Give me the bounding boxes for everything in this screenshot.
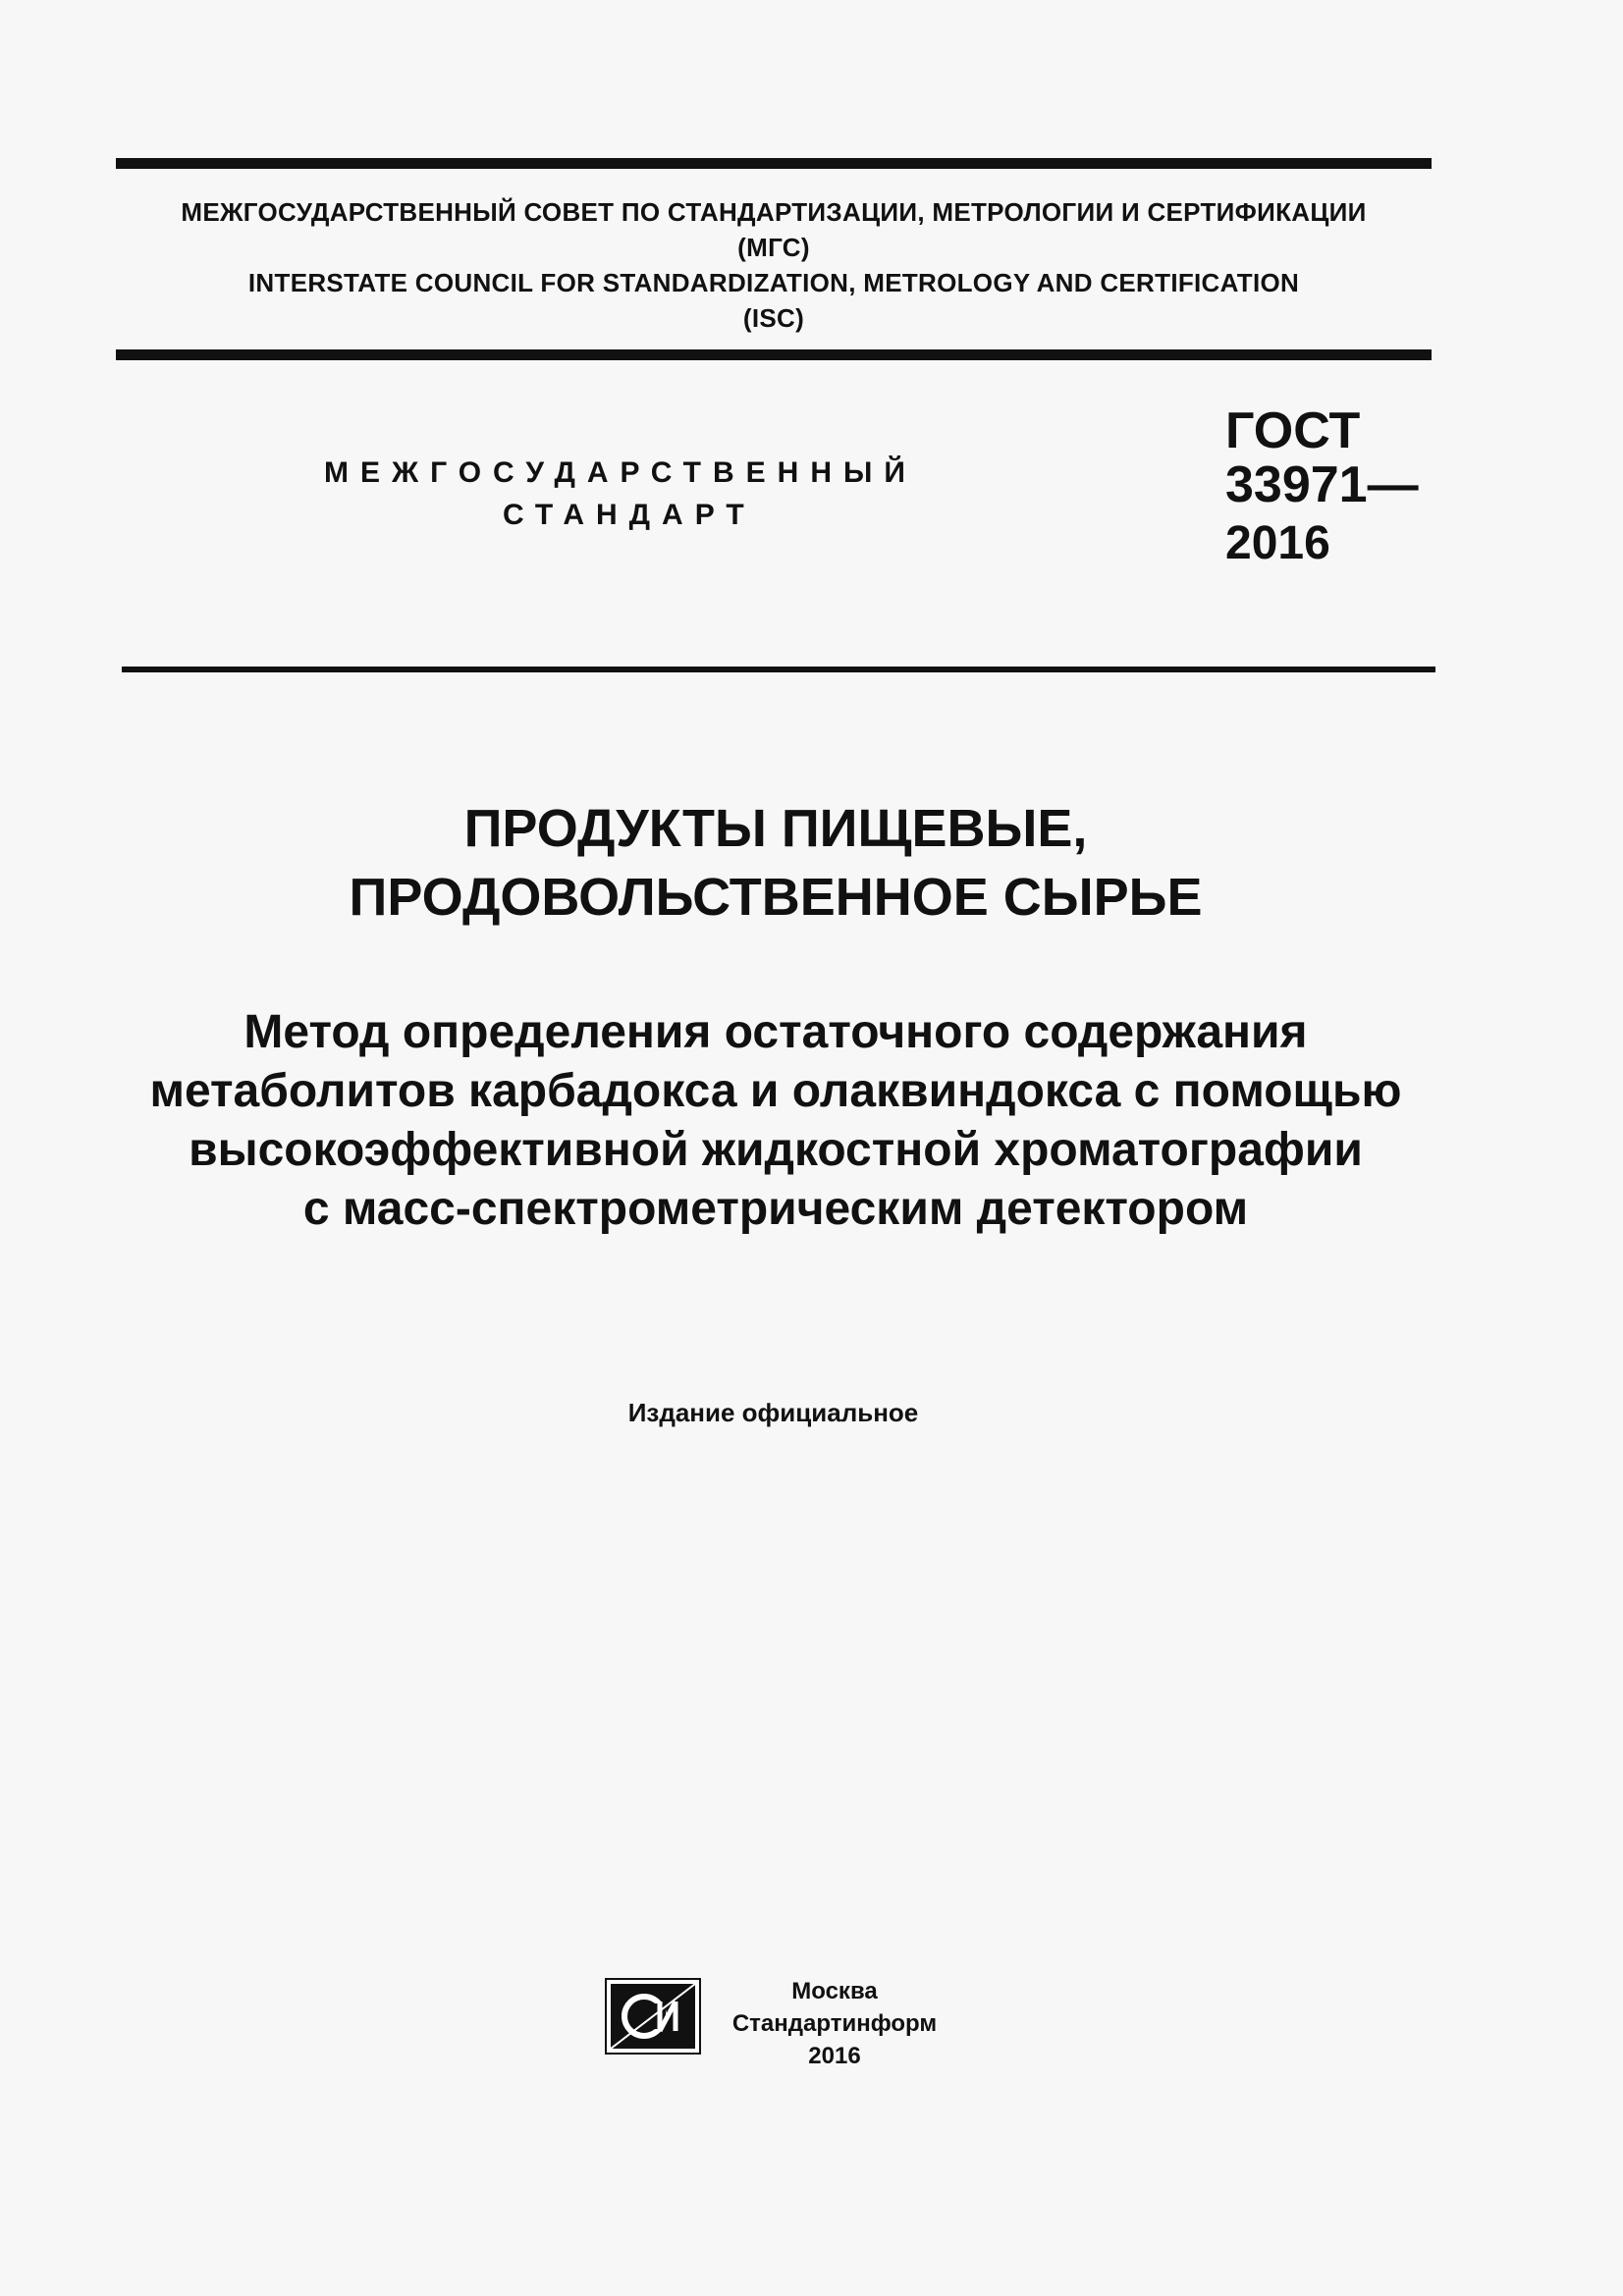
document-subtitle-line4: с масс-спектрометрическим детектором [302, 1183, 1249, 1235]
publisher-year: 2016 [808, 2043, 861, 2069]
gost-label: ГОСТ [1225, 402, 1361, 459]
council-abbr-ru: (МГС) [737, 233, 810, 262]
gost-number: 33971— [1225, 456, 1419, 513]
document-subtitle-line2: метаболитов карбадокса и олаквиндокса с помощью [149, 1065, 1402, 1117]
document-title-line2: ПРОДОВОЛЬСТВЕННОЕ СЫРЬЕ [349, 868, 1203, 927]
document-title-line1: ПРОДУКТЫ ПИЩЕВЫЕ, [463, 799, 1088, 858]
top-rule [116, 158, 1432, 169]
gost-year: 2016 [1225, 517, 1330, 569]
middle-rule [116, 349, 1432, 360]
standartinform-logo-icon [605, 1978, 701, 2055]
document-subtitle-line1: Метод определения остаточного содержания [243, 1006, 1308, 1058]
lower-rule [122, 667, 1435, 672]
edition-note: Издание официальное [627, 1398, 919, 1427]
publisher-name: Стандартинформ [731, 2010, 938, 2037]
council-name-en: INTERSTATE COUNCIL FOR STANDARDIZATION, METROLOGY AND CERTIFICATION [247, 268, 1300, 297]
document-subtitle-line3: высокоэффективной жидкостной хроматографии [189, 1124, 1363, 1176]
council-abbr-en: (ISC) [742, 303, 805, 333]
council-name-ru: МЕЖГОСУДАРСТВЕННЫЙ СОВЕТ ПО СТАНДАРТИЗАЦИИ, МЕТРОЛОГИИ И СЕРТИФИКАЦИИ [181, 197, 1367, 227]
standard-kind-line2: СТАНДАРТ [503, 499, 756, 531]
standard-kind-line1: МЕЖГОСУДАРСТВЕННЫЙ [324, 456, 917, 489]
publisher-city: Москва [791, 1978, 878, 2004]
